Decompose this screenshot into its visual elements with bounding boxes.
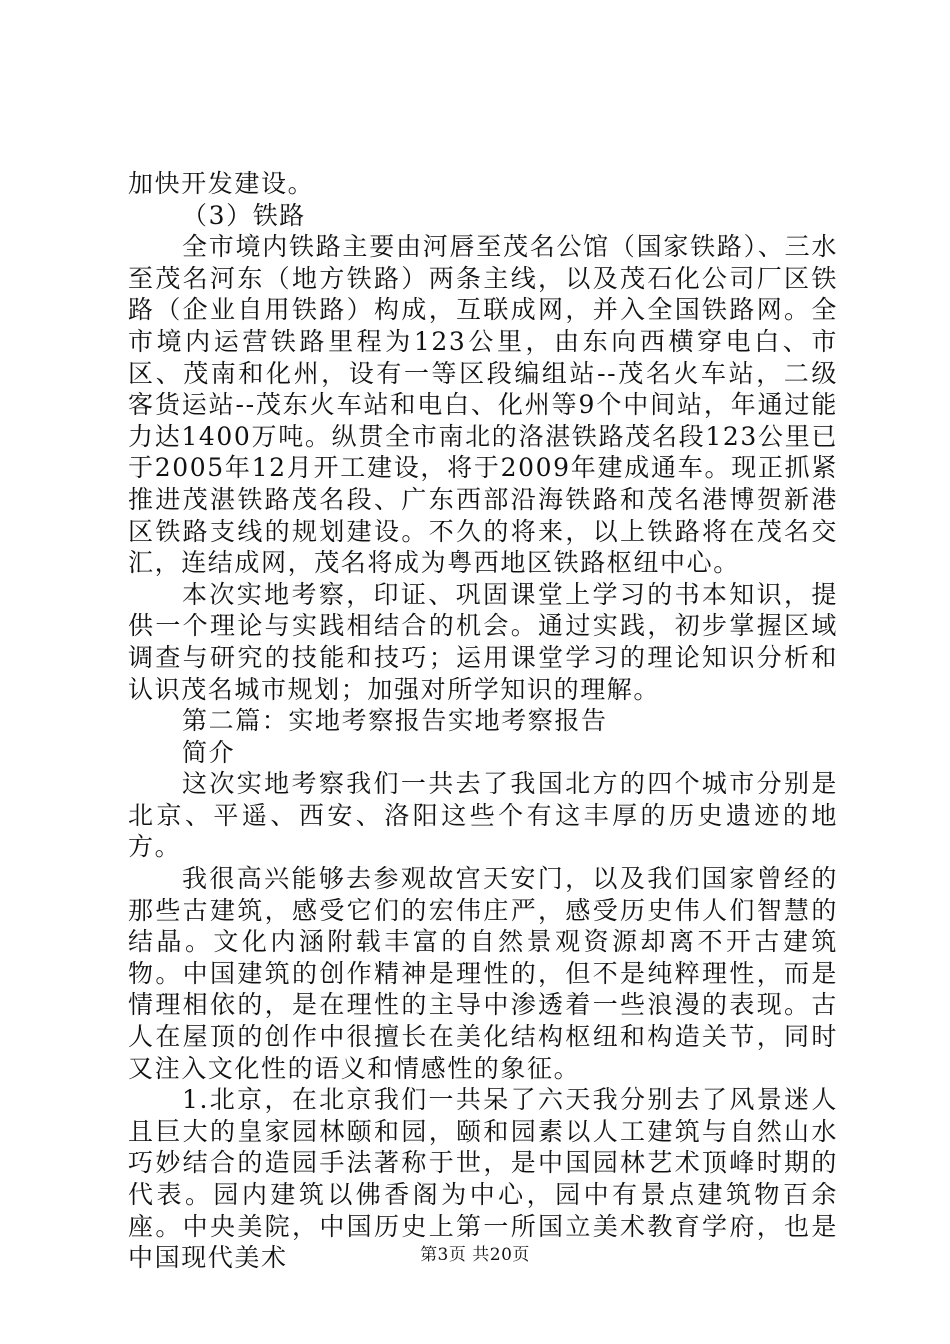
paragraph-9: 1.北京，在北京我们一共呆了六天我分别去了风景迷人且巨大的皇家园林颐和园，颐和园素以人工建筑与自然山水巧妙结合的造园手法著称于世，是中国园林艺术顶峰时期的代表。园内建筑以佛香阁为中心，园中有景点建筑物百余座。中央美院，中国历史上第一所国立美术教育学府，也是中国现代美术	[128, 1085, 838, 1273]
paragraph-1: 加快开发建设。	[128, 169, 315, 198]
paragraph-4: 本次实地考察，印证、巩固课堂上学习的书本知识，提供一个理论与实践相结合的机会。通过实践，初步掌握区域调查与研究的技能和技巧；运用课堂学习的理论知识分析和认识茂名城市规划；加强对所学知识的理解。	[128, 579, 838, 704]
document-body	[128, 168, 838, 1274]
page-number-footer: 第3页 共20页	[420, 1245, 530, 1265]
paragraph-3: 全市境内铁路主要由河唇至茂名公馆（国家铁路）、三水至茂名河东（地方铁路）两条主线，以及茂石化公司厂区铁路（企业自用铁路）构成，互联成网，并入全国铁路网。全市境内运营铁路里程为123公里，由东向西横穿电白、市区、茂南和化州，设有一等区段编组站--茂名火车站，二级客货运站--茂东火车站和电白、化州等9个中间站，年通过能力达1400万吨。纵贯全市南北的洛湛铁路茂名段123公里已于2005年12月开工建设，将于2009年建成通车。现正抓紧推进茂湛铁路茂名段、广东西部沿海铁路和茂名港博贺新港区铁路支线的规划建设。不久的将来，以上铁路将在茂名交汇，连结成网，茂名将成为粤西地区铁路枢纽中心。	[128, 232, 838, 578]
paragraph-6-heading: 简介	[182, 737, 236, 767]
paragraph-5-chapter-title: 第二篇：实地考察报告实地考察报告	[182, 706, 608, 736]
paragraph-7: 这次实地考察我们一共去了我国北方的四个城市分别是北京、平遥、西安、洛阳这些个有这丰厚的历史遗迹的地方。	[128, 769, 838, 862]
paragraph-2-section-heading: （3）铁路	[182, 200, 306, 230]
paragraph-8: 我很高兴能够去参观故宫天安门，以及我们国家曾经的那些古建筑，感受它们的宏伟庄严，感受历史伟人们智慧的结晶。文化内涵附载丰富的自然景观资源却离不开古建筑物。中国建筑的创作精神是理性的，但不是纯粹理性，而是情理相依的，是在理性的主导中渗透着一些浪漫的表现。古人在屋顶的创作中很擅长在美化结构枢纽和构造关节，同时又注入文化性的语义和情感性的象征。	[128, 864, 838, 1083]
